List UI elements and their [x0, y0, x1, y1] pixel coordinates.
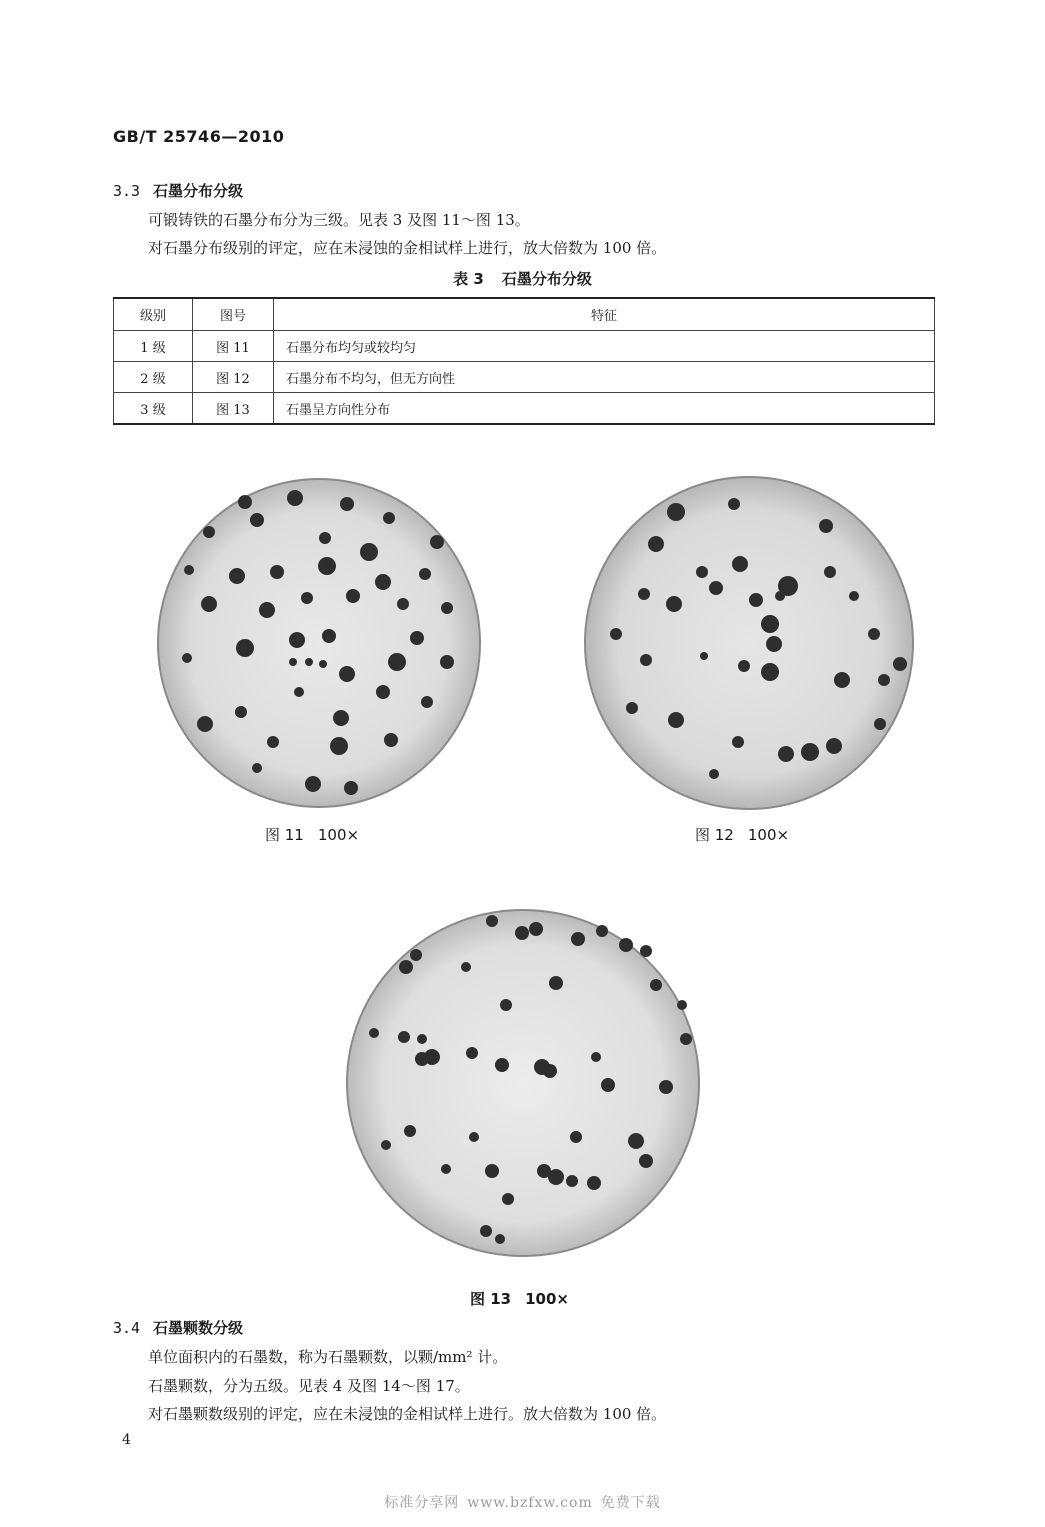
column-header-feature: 特征	[274, 298, 935, 331]
table-row	[114, 393, 935, 425]
table-row	[114, 362, 935, 393]
figure-12-caption	[695, 824, 789, 845]
cell-grade: 2 级	[114, 362, 193, 393]
footer-url: www.bzfxw.com	[467, 1495, 593, 1511]
section-title: 石墨分布分级	[153, 182, 244, 200]
cell-grade: 1 级	[114, 331, 193, 362]
micrograph-figure-13	[346, 909, 700, 1257]
figure-magnification: 100×	[747, 826, 790, 844]
footer-site-name: 标准分享网	[384, 1495, 460, 1511]
column-header-figure: 图号	[193, 298, 274, 331]
figure-13-caption	[470, 1288, 569, 1309]
paragraph: 可锻铸铁的石墨分布分为三级。见表 3 及图 11～图 13。	[148, 211, 530, 229]
micrograph-figure-12	[584, 476, 914, 810]
paragraph: 石墨颗数，分为五级。见表 4 及图 14～图 17。	[148, 1377, 470, 1395]
graphite-distribution-table	[113, 297, 935, 425]
cell-grade: 3 级	[114, 393, 193, 425]
figure-label: 图 12	[695, 826, 734, 844]
cell-feature: 石墨呈方向性分布	[274, 393, 935, 425]
section-3-4-heading	[113, 1317, 243, 1338]
paragraph: 对石墨分布级别的评定，应在未浸蚀的金相试样上进行，放大倍数为 100 倍。	[148, 239, 667, 257]
cell-feature: 石墨分布均匀或较均匀	[274, 331, 935, 362]
figure-magnification: 100×	[317, 826, 360, 844]
table-title-text: 石墨分布分级	[501, 270, 592, 288]
section-title: 石墨颗数分级	[153, 1319, 244, 1337]
paragraph: 单位面积内的石墨数，称为石墨颗数，以颗/mm² 计。	[148, 1348, 508, 1366]
figure-label: 图 13	[470, 1290, 512, 1308]
micrograph-figure-11	[157, 478, 481, 808]
cell-figure: 图 13	[193, 393, 274, 425]
table-title	[0, 268, 1045, 289]
cell-figure: 图 11	[193, 331, 274, 362]
footer-watermark	[0, 1492, 1045, 1512]
section-3-3-heading	[113, 180, 243, 201]
standard-code: GB/T 25746—2010	[113, 127, 285, 146]
cell-feature: 石墨分布不均匀，但无方向性	[274, 362, 935, 393]
page-number: 4	[122, 1432, 131, 1448]
figure-magnification: 100×	[525, 1290, 569, 1308]
table-row	[114, 331, 935, 362]
table-header-row	[114, 298, 935, 331]
section-number: 3.3	[113, 182, 141, 200]
figure-label: 图 11	[265, 826, 304, 844]
paragraph: 对石墨颗数级别的评定，应在未浸蚀的金相试样上进行。放大倍数为 100 倍。	[148, 1405, 667, 1423]
cell-figure: 图 12	[193, 362, 274, 393]
figure-11-caption	[265, 824, 359, 845]
column-header-grade: 级别	[114, 298, 193, 331]
footer-note: 免费下载	[600, 1495, 661, 1511]
section-number: 3.4	[113, 1319, 141, 1337]
table-label: 表 3	[453, 270, 484, 288]
